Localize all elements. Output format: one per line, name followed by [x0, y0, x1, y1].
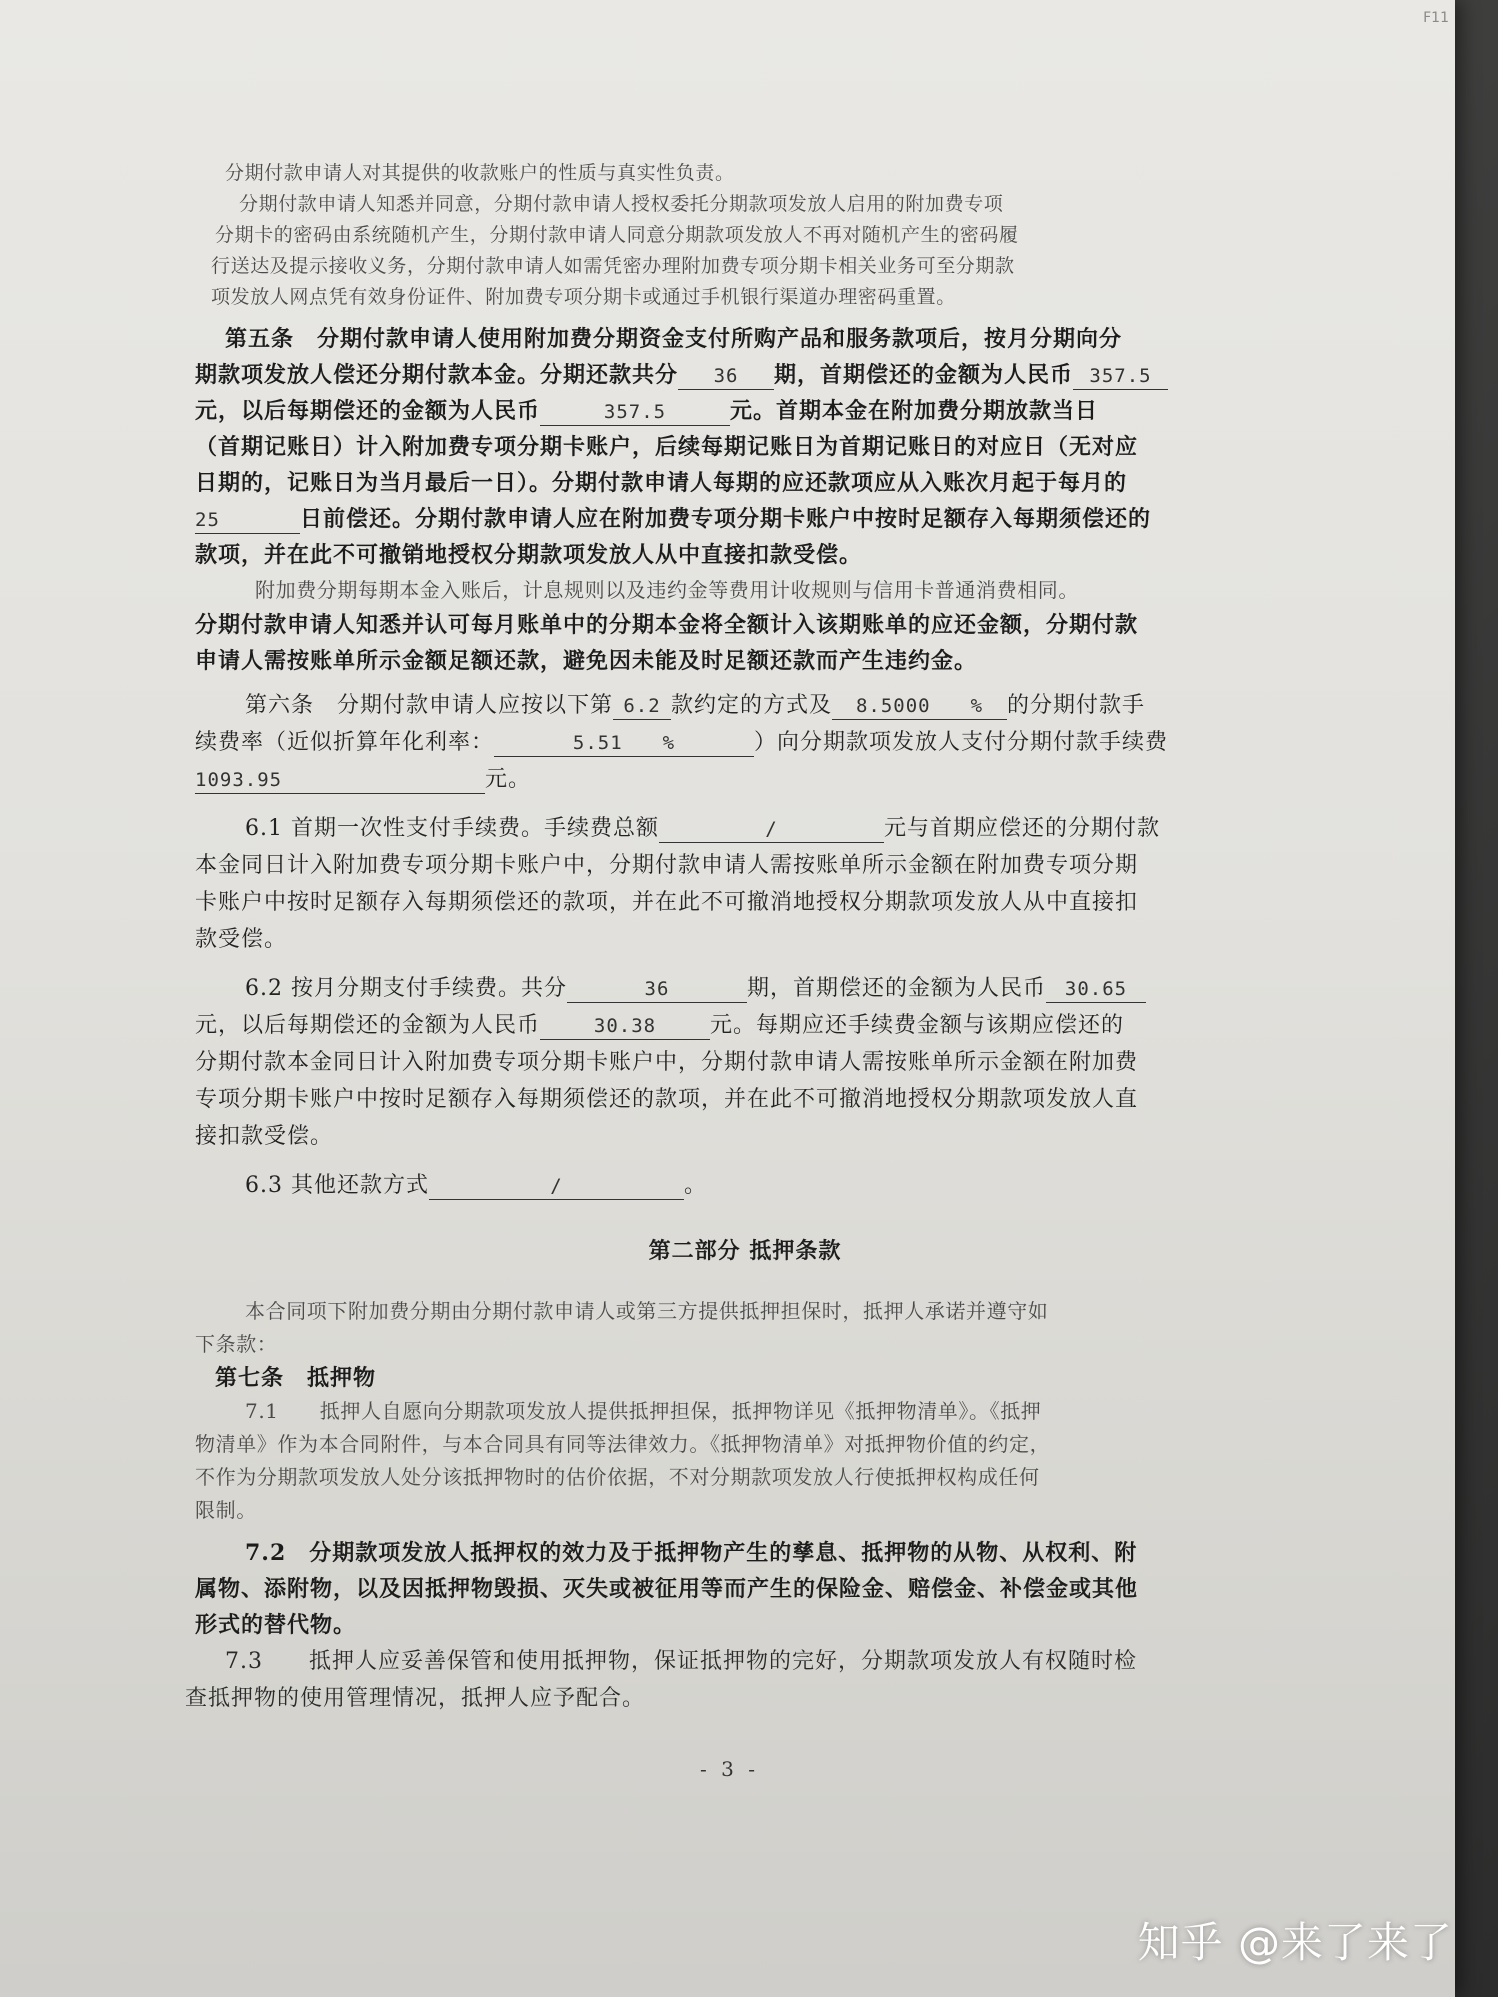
annual-rate-field: 5.51 %	[494, 730, 754, 757]
fee-rate-field: 8.5000 %	[832, 693, 1007, 720]
text-fragment: 续费率（近似折算年化利率：	[195, 730, 495, 755]
text-line: 第五条 分期付款申请人使用附加费分期资金支付所购产品和服务款项后，按月分期向分	[225, 326, 1123, 352]
text-line: 分期付款本金同日计入附加费专项分期卡账户中，分期付款申请人需按账单所示金额在附加费	[195, 1050, 1139, 1075]
part-2	[185, 1234, 1295, 1717]
text-fragment: ）向分期款项发放人支付分期付款手续费	[754, 730, 1169, 755]
text-fragment: 期款项发放人偿还分期付款本金。分期还款共分	[195, 362, 679, 388]
text-line: 7.2 分期款项发放人抵押权的效力及于抵押物产生的孳息、抵押物的从物、从权利、附	[245, 1540, 1138, 1566]
payment-clause-field: 6.2	[613, 693, 671, 720]
text-line: 卡账户中按时足额存入每期须偿还的款项，并在此不可撤消地授权分期款项发放人从中直接扣	[195, 890, 1139, 915]
installment-periods-field: 36	[678, 363, 774, 390]
text-line: 限制。	[195, 1498, 257, 1522]
text-line: 附加费分期每期本金入账后，计息规则以及违约金等费用计收规则与信用卡普通消费相同。	[255, 578, 1079, 602]
text-line: 形式的替代物。	[195, 1612, 357, 1638]
text-line: 分期付款申请人知悉并同意，分期付款申请人授权委托分期款项发放人启用的附加费专项	[239, 193, 1004, 215]
later-fee-amount-field: 30.38	[540, 1013, 710, 1040]
first-fee-amount-field: 30.65	[1046, 976, 1146, 1003]
fee-periods-field: 36	[567, 976, 747, 1003]
text-line: 7.1 抵押人自愿向分期款项发放人提供抵押担保，抵押物详见《抵押物清单》。《抵押	[245, 1399, 1042, 1423]
text-line: 分期卡的密码由系统随机产生，分期付款申请人同意分期款项发放人不再对随机产生的密码履	[215, 224, 1019, 246]
text-fragment: 6.3 其他还款方式	[245, 1173, 429, 1198]
text-fragment: 期，首期偿还的金额为人民币	[746, 976, 1046, 1001]
section-title: 第二部分 抵押条款	[648, 1238, 842, 1264]
document-body	[185, 158, 1295, 1717]
text-fragment: 元。	[485, 767, 532, 792]
text-fragment: 元与首期应偿还的分期付款	[883, 816, 1160, 841]
text-line: 7.3 抵押人应妥善保管和使用抵押物，保证抵押物的完好，分期款项发放人有权随时检	[225, 1649, 1137, 1674]
other-repayment-field: /	[429, 1173, 684, 1200]
text-line: 不作为分期款项发放人处分该抵押物时的估价依据，不对分期款项发放人行使抵押权构成任何	[195, 1465, 1040, 1489]
text-line: 行送达及提示接收义务，分期付款申请人如需凭密办理附加费专项分期卡相关业务可至分期款	[211, 255, 1015, 277]
text-fragment: 元，以后每期偿还的金额为人民币	[195, 398, 541, 424]
article-7-heading: 第七条 抵押物	[215, 1365, 377, 1391]
text-line: 款项，并在此不可撤销地授权分期款项发放人从中直接扣款受偿。	[195, 542, 863, 568]
text-fragment: 6.2 按月分期支付手续费。共分	[245, 976, 567, 1001]
text-line: 物清单》作为本合同附件，与本合同具有同等法律效力。《抵押物清单》对抵押物价值的约定，	[195, 1432, 1051, 1456]
text-fragment: 款约定的方式及	[671, 693, 833, 718]
text-fragment: 的分期付款手	[1007, 693, 1146, 718]
corner-mark: F11	[1423, 10, 1449, 26]
text-line: 分期付款申请人对其提供的收款账户的性质与真实性负责。	[225, 162, 735, 184]
text-fragment: 元。每期应还手续费金额与该期应偿还的	[710, 1013, 1125, 1038]
text-line: 项发放人网点凭有效身份证件、附加费专项分期卡或通过手机银行渠道办理密码重置。	[211, 286, 956, 308]
text-line: 本金同日计入附加费专项分期卡账户中，分期付款申请人需按账单所示金额在附加费专项分期	[195, 853, 1139, 878]
top-paragraph	[211, 158, 1295, 313]
page-number: - 3 -	[700, 1757, 759, 1781]
text-line: 属物、添附物，以及因抵押物毁损、灭失或被征用等而产生的保险金、赔偿金、补偿金或其他	[195, 1576, 1139, 1602]
text-line: 日期的，记账日为当月最后一日）。分期付款申请人每期的应还款项应从入账次月起于每月的	[195, 470, 1128, 496]
text-fragment: 元。首期本金在附加费分期放款当日	[730, 398, 1099, 424]
text-fragment: 期，首期偿还的金额为人民币	[774, 362, 1074, 388]
text-line: 接扣款受偿。	[195, 1124, 334, 1149]
text-line: 专项分期卡账户中按时足额存入每期须偿还的款项，并在此不可撤消地授权分期款项发放人直	[195, 1087, 1139, 1112]
text-fragment: 6.1 首期一次性支付手续费。手续费总额	[245, 816, 659, 841]
text-fragment: 第六条 分期付款申请人应按以下第	[245, 693, 614, 718]
text-fragment: 日前偿还。分期付款申请人应在附加费专项分期卡账户中按时足额存入每期须偿还的	[300, 506, 1152, 532]
text-line: 申请人需按账单所示金额足额还款，避免因未能及时足额还款而产生违约金。	[195, 648, 978, 674]
text-line: （首期记账日）计入附加费专项分期卡账户，后续每期记账日为首期记账日的对应日（无对应	[195, 434, 1139, 460]
text-line: 下条款：	[195, 1332, 278, 1356]
text-line: 本合同项下附加费分期由分期付款申请人或第三方提供抵押担保时，抵押人承诺并遵守如	[245, 1299, 1049, 1323]
article-6	[195, 687, 1295, 1204]
upfront-fee-total-field: /	[659, 816, 884, 843]
total-fee-field: 1093.95	[195, 767, 485, 794]
text-line: 款受偿。	[195, 927, 288, 952]
text-fragment: 元，以后每期偿还的金额为人民币	[195, 1013, 541, 1038]
text-line: 查抵押物的使用管理情况，抵押人应予配合。	[185, 1686, 646, 1711]
article-5	[195, 321, 1295, 679]
zhihu-watermark: 知乎 @来了来了	[1137, 1918, 1453, 1967]
first-installment-amount-field: 357.5	[1073, 363, 1168, 390]
text-fragment: 。	[683, 1173, 707, 1198]
text-line: 分期付款申请人知悉并认可每月账单中的分期本金将全额计入该期账单的应还金额，分期付款	[195, 612, 1139, 638]
later-installment-amount-field: 357.5	[540, 399, 730, 426]
due-day-field: 25	[195, 507, 300, 534]
